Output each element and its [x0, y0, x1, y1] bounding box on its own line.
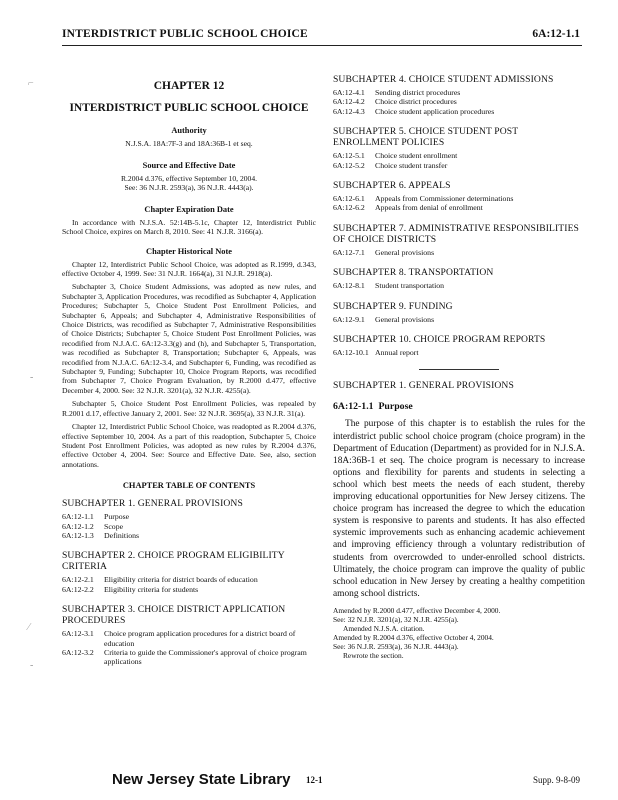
- toc-group: [333, 334, 585, 357]
- scan-margin-mark: ⌐: [28, 78, 34, 89]
- subchapter-heading: SUBCHAPTER 1. GENERAL PROVISIONS: [333, 380, 514, 392]
- toc-group: [333, 301, 585, 324]
- source-line-1: R.2004 d.376, effective September 10, 2004.: [120, 173, 258, 183]
- section-number: 6A:12-3.2: [62, 647, 94, 657]
- toc-entry: [62, 522, 316, 531]
- section-title: Choice district procedures: [375, 97, 457, 107]
- section-title: Annual report: [375, 348, 419, 358]
- toc-entry: [333, 97, 585, 106]
- authority-heading: Authority: [171, 126, 207, 135]
- history-heading: Chapter Historical Note: [146, 246, 232, 256]
- toc-group: [62, 550, 316, 594]
- section-number: 6A:12-1.3: [62, 530, 94, 540]
- subchapter-heading: SUBCHAPTER 3. CHOICE DISTRICT APPLICATION PROCEDURES: [62, 604, 286, 627]
- section-title: Choice program application procedures for a district board of education: [104, 629, 296, 648]
- subchapter-heading: SUBCHAPTER 7. ADMINISTRATIVE RESPONSIBILITIES OF CHOICE DISTRICTS: [333, 222, 579, 245]
- toc-entry: [62, 531, 316, 540]
- toc-entry: [62, 512, 316, 521]
- chapter-number: CHAPTER 12: [153, 80, 225, 92]
- toc-entry: [333, 107, 585, 116]
- toc-entry: [333, 281, 585, 290]
- toc-entry: [62, 648, 316, 667]
- toc-entry: [333, 348, 585, 357]
- section-number: 6A:12-4.1: [333, 88, 365, 97]
- history-line: See: 36 N.J.R. 2593(a), 36 N.J.R. 4443(a).: [333, 641, 459, 651]
- subchapter-heading: SUBCHAPTER 9. FUNDING: [333, 300, 453, 312]
- scan-margin-mark: ‐: [30, 372, 34, 383]
- toc-group: [62, 498, 316, 540]
- section-number: 6A:12-1.1: [62, 512, 94, 522]
- section-title: Criteria to guide the Commissioner's approval of choice program applications: [104, 647, 307, 667]
- header-rule: [62, 45, 582, 46]
- history-paragraph: Subchapter 5, Choice Student Post Enrollment Policies, was repealed by R.2001 d.17, effective January 2, 2001. See: 32 N.J.R. 3695(a), 33 N.J.R. 31(a).: [62, 399, 316, 418]
- toc-group: [333, 267, 585, 290]
- section-number: 6A:12-4.3: [333, 106, 365, 116]
- left-toc: [62, 498, 316, 667]
- section-title: Choice student application procedures: [375, 106, 495, 116]
- section-title: Choice student enrollment: [375, 151, 458, 161]
- toc-entry: [333, 161, 585, 170]
- expiration-heading: Chapter Expiration Date: [144, 204, 234, 214]
- section-number: 6A:12-3.1: [62, 629, 94, 639]
- section-title: Definitions: [104, 530, 140, 540]
- right-column: [333, 72, 585, 660]
- section-number: 6A:12-8.1: [333, 281, 365, 291]
- subchapter-heading: SUBCHAPTER 5. CHOICE STUDENT POST ENROLLMENT POLICIES: [333, 126, 518, 149]
- toc-entry: [333, 203, 585, 212]
- section-number: 6A:12-6.2: [333, 203, 365, 213]
- toc-entry: [62, 585, 316, 594]
- toc-entry: [62, 575, 316, 584]
- toc-group: [333, 126, 585, 170]
- toc-entry: [333, 315, 585, 324]
- source-line-2: See: 36 N.J.R. 2593(a), 36 N.J.R. 4443(a).: [124, 183, 254, 193]
- source-heading: Source and Effective Date: [142, 160, 236, 170]
- section-title: Choice student transfer: [375, 160, 448, 170]
- running-header-code: 6A:12-1.1: [532, 28, 580, 40]
- subchapter-heading: SUBCHAPTER 6. APPEALS: [333, 180, 451, 192]
- history-paragraph: Chapter 12, Interdistrict Public School Choice, was adopted as R.1999, d.343, effective October 4, 1999. See: 31 N.J.R. 1664(a), 31 N.J.R. 2918(a).: [62, 259, 316, 278]
- section-number: 6A:12-1.2: [62, 521, 94, 531]
- section-number: 6A:12-5.1: [333, 151, 365, 161]
- section-number: 6A:12-7.1: [333, 247, 365, 257]
- history-paragraph: Chapter 12, Interdistrict Public School Choice, was readopted as R.2004 d.376, effective September 10, 2004. As a part of this readoption, Subchapter 5, Choice Student Post Enrollment Policies, was adopted as new rules by R.2004 d.376, effective October 4, 2004. See: Source and Effective Date. See, also, section annotations.: [62, 422, 316, 469]
- toc-entry: [333, 248, 585, 257]
- purpose-paragraph: The purpose of this chapter is to establish the rules for the interdistrict public school choice program (choice program) in the Department of Education (Department) as provided for in N.J.S.A. 18A:36B-1 et seq. The choice program is necessary to increase options and flexibility for parents and students in selecting a school which best meets the needs of each student, thereby improving educational opportunities for New Jersey citizens. The choice program has increased the degree to which the education system is responsive to parents and students. It has also effected systemic improvements such as enhancing academic achievement and improving efficiency through a voluntary redistribution of students from overcrowded to under-enrolled school districts. Ultimately, the choice program can improve the quality of public school education in New Jersey by creating a healthy competition among school districts.: [333, 419, 585, 599]
- section-name: Purpose: [378, 401, 413, 413]
- toc-entry: [333, 151, 585, 160]
- subchapter-heading: SUBCHAPTER 8. TRANSPORTATION: [333, 267, 494, 279]
- expiration-text: In accordance with N.J.S.A. 52:14B-5.1c, Chapter 12, Interdistrict Public School Choice, expires on March 8, 2010. See: 41 N.J.R. 3166(a).: [62, 217, 316, 237]
- section-number: 6A:12-2.2: [62, 584, 94, 594]
- section-number: 6A:12-10.1: [333, 348, 369, 358]
- right-toc: [333, 74, 585, 357]
- section-history: [333, 606, 585, 660]
- section-divider: [419, 369, 499, 370]
- toc-group: [62, 604, 316, 667]
- section-number: 6A:12-5.2: [333, 160, 365, 170]
- toc-entry: [333, 194, 585, 203]
- supplement-date: Supp. 9-8-09: [533, 775, 580, 785]
- section-title: Purpose: [104, 512, 130, 522]
- subchapter-heading: SUBCHAPTER 1. GENERAL PROVISIONS: [62, 498, 243, 510]
- toc-group: [333, 180, 585, 213]
- scan-margin-mark: ⁄: [28, 622, 30, 633]
- section-number: 6A:12-1.1: [333, 401, 374, 413]
- section-number: 6A:12-9.1: [333, 314, 365, 324]
- chapter-title: INTERDISTRICT PUBLIC SCHOOL CHOICE: [69, 102, 309, 114]
- subchapter-heading: SUBCHAPTER 2. CHOICE PROGRAM ELIGIBILITY CRITERIA: [62, 550, 285, 573]
- section-title: Eligibility criteria for district boards of education: [104, 575, 258, 585]
- authority-text: N.J.S.A. 18A:7F-3 and 18A:36B-1 et seq.: [125, 139, 253, 148]
- left-column: [62, 72, 316, 667]
- history-line: Amended by R.2000 d.477, effective December 4, 2000.: [333, 605, 501, 615]
- scan-margin-mark: ‐: [30, 660, 34, 671]
- subchapter-heading: SUBCHAPTER 4. CHOICE STUDENT ADMISSIONS: [333, 74, 554, 85]
- toc-group: [333, 74, 585, 116]
- history-line: Amended N.J.S.A. citation.: [343, 623, 425, 633]
- toc-entry: [333, 88, 585, 97]
- section-title: General provisions: [375, 314, 435, 324]
- toc-entry: [62, 629, 316, 648]
- section-title: General provisions: [375, 247, 435, 257]
- section-number: 6A:12-4.2: [333, 97, 365, 107]
- section-number: 6A:12-6.1: [333, 194, 365, 204]
- section-title: Appeals from Commissioner determinations: [375, 194, 514, 204]
- running-header-title: INTERDISTRICT PUBLIC SCHOOL CHOICE: [62, 28, 308, 40]
- section-title: Sending district procedures: [375, 88, 461, 97]
- page-number: 12-1: [306, 775, 323, 785]
- history-line: Rewrote the section.: [343, 650, 404, 660]
- section-title: Student transportation: [375, 281, 445, 291]
- library-stamp: New Jersey State Library: [112, 771, 291, 788]
- section-title: Appeals from denial of enrollment: [375, 203, 483, 213]
- toc-group: [333, 223, 585, 257]
- section-title: Scope: [104, 521, 124, 531]
- section-heading: [333, 401, 585, 412]
- subchapter-heading: SUBCHAPTER 10. CHOICE PROGRAM REPORTS: [333, 334, 546, 346]
- history-line: Amended by R.2004 d.376, effective October 4, 2004.: [333, 632, 494, 642]
- history-line: See: 32 N.J.R. 3201(a), 32 N.J.R. 4255(a).: [333, 614, 459, 624]
- section-title: Eligibility criteria for students: [104, 584, 199, 594]
- toc-heading: CHAPTER TABLE OF CONTENTS: [122, 481, 256, 491]
- section-number: 6A:12-2.1: [62, 575, 94, 585]
- history-paragraph: Subchapter 3, Choice Student Admissions, was adopted as new rules, and Subchapter 3, Application Procedures, was recodified as Subchapter 4, Application Procedures; Subchapter 5, Choice Student Post Enrollment Policies, and Subchapter 6, Appeals; and Subchapter 4, Administrative Responsibilities of Choice Districts, was recodified as Subchapter 7, Administrative Responsibilities of Choice Districts; Subchapter 5, Choice Student Post Enrollment Policies, was recodified from N.J.A.C. 6A:12-3.3(g) and (h), and Subchapter 5, Transportation, was recodified as Subchapter 8, Transportation; Subchapter 6, Appeals, was recodified from N.J.A.C. 6A:12-3.4, and Subchapter 6, Funding, was recodified as Subchapter 9, Funding; Subchapter 10, Choice Program Reports, was recodified from Subchapter 7, Choice Program Evaluation, by R.2000 d.477, effective December 4, 2000. See: 32 N.J.R. 3201(a), 32 N.J.R. 4255(a).: [62, 282, 316, 395]
